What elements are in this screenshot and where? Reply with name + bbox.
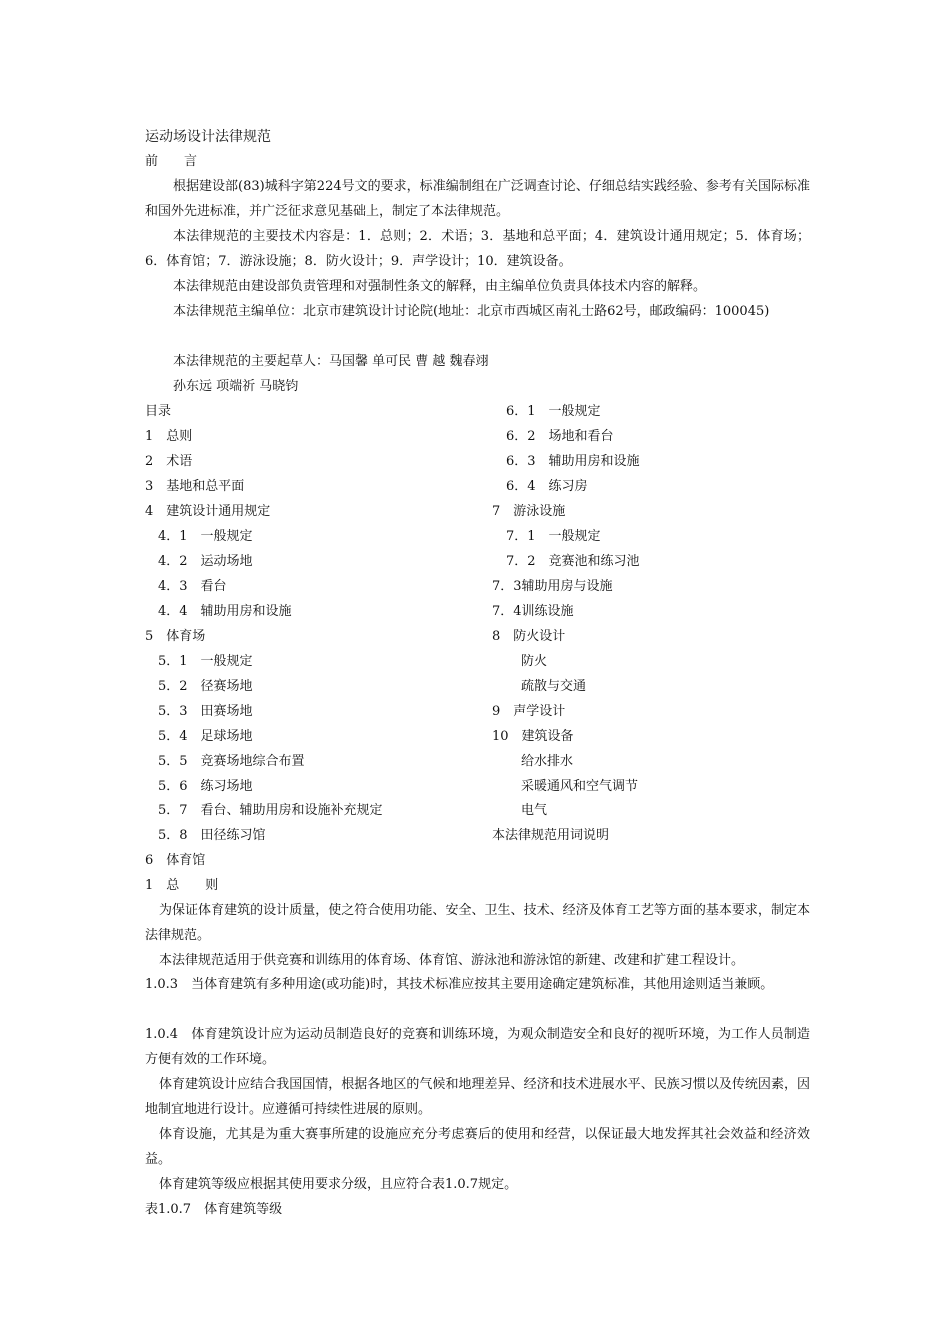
chapter-paragraph: 体育建筑设计应结合我国国情，根据各地区的气候和地理差异、经济和技术进展水平、民族习惯以及传统因素，因地制宜地进行设计。应遵循可持续性进展的原则。 [145,1077,810,1117]
chapter-paragraph: 体育建筑等级应根据其使用要求分级，且应符合表1.0.7规定。 [159,1177,518,1192]
toc-entry: 5．7 看台、辅助用房和设施补充规定 [158,803,383,818]
toc-entry: 7．2 竞赛池和练习池 [506,554,640,569]
preface-paragraph: 本法律规范的主要技术内容是：1．总则；2．术语；3．基地和总平面；4．建筑设计通用规定；5．体育场；6．体育馆；7．游泳设施；8．防火设计；9．声学设计；10．建筑设备。 [145,229,810,269]
toc-entry: 4 建筑设计通用规定 [145,504,271,519]
chapter-paragraph: 体育设施，尤其是为重大赛事所建的设施应充分考虑赛后的使用和经营，以保证最大地发挥其社会效益和经济效益。 [145,1127,810,1167]
chapter-paragraph: 为保证体育建筑的设计质量，使之符合使用功能、安全、卫生、技术、经济及体育工艺等方面的基本要求，制定本法律规范。 [145,903,810,943]
chapter-heading: 1 总 则 [145,878,219,893]
preface-paragraph: 本法律规范由建设部负责管理和对强制性条文的解释，由主编单位负责具体技术内容的解释。 [173,279,707,294]
toc-entry: 7 游泳设施 [492,504,566,519]
preface-paragraph: 本法律规范主编单位：北京市建筑设计讨论院(地址：北京市西城区南礼士路62号，邮政编码：100045) [173,304,770,319]
toc-entry: 6．3 辅助用房和设施 [506,454,640,469]
toc-entry: 6．4 练习房 [506,479,588,494]
toc-entry: 7．1 一般规定 [506,529,601,544]
toc-entry: 4．4 辅助用房和设施 [158,604,292,619]
chapter-paragraph: 本法律规范适用于供竞赛和训练用的体育场、体育馆、游泳池和游泳馆的新建、改建和扩建工程设计。 [159,953,745,968]
toc-entry: 6．1 一般规定 [506,404,601,419]
toc-entry: 5．8 田径练习馆 [158,828,266,843]
toc-entry: 5．1 一般规定 [158,654,253,669]
toc-entry: 10 建筑设备 [492,729,574,744]
document-title: 运动场设计法律规范 [145,129,271,145]
toc-entry: 疏散与交通 [521,679,587,694]
toc-entry: 6 体育馆 [145,853,206,868]
preface-heading: 前 言 [145,154,198,169]
preface-drafters-line2: 孙东远 项端祈 马晓钧 [173,379,299,394]
toc-entry: 5 体育场 [145,629,206,644]
chapter-paragraph: 1.0.4 体育建筑设计应为运动员制造良好的竞赛和训练环境，为观众制造安全和良好的视听环境，为工作人员制造方便有效的工作环境。 [145,1027,810,1067]
toc-entry: 4．1 一般规定 [158,529,253,544]
toc-entry: 1 总则 [145,429,193,444]
toc-entry: 6．2 场地和看台 [506,429,614,444]
preface-drafters: 本法律规范的主要起草人：马国馨 单可民 曹 越 魏春翊 [173,354,489,369]
toc-entry: 3 基地和总平面 [145,479,245,494]
toc-entry: 7．3辅助用房与设施 [492,579,613,594]
toc-entry: 5．6 练习场地 [158,779,253,794]
toc-entry: 5．2 径赛场地 [158,679,253,694]
toc-entry: 5．4 足球场地 [158,729,253,744]
toc-entry: 电气 [521,803,548,818]
toc-entry: 8 防火设计 [492,629,566,644]
toc-entry: 2 术语 [145,454,193,469]
toc-entry: 9 声学设计 [492,704,566,719]
toc-entry: 5．3 田赛场地 [158,704,253,719]
toc-entry: 本法律规范用词说明 [492,828,610,843]
preface-paragraph: 根据建设部(83)城科字第224号文的要求，标准编制组在广泛调查讨论、仔细总结实践经验、参考有关国际标准和国外先进标准，并广泛征求意见基础上，制定了本法律规范。 [145,179,810,219]
toc-entry: 4．2 运动场地 [158,554,253,569]
toc-entry: 7．4训练设施 [492,604,574,619]
toc-entry: 给水排水 [521,754,574,769]
toc-entry: 防火 [521,654,548,669]
toc-label: 目录 [145,404,172,419]
table-caption: 表1.0.7 体育建筑等级 [145,1202,283,1217]
toc-entry: 5．5 竞赛场地综合布置 [158,754,305,769]
chapter-paragraph: 1.0.3 当体育建筑有多种用途(或功能)时，其技术标准应按其主要用途确定建筑标准，其他用途则适当兼顾。 [145,977,774,992]
toc-entry: 采暖通风和空气调节 [521,779,639,794]
toc-entry: 4．3 看台 [158,579,227,594]
